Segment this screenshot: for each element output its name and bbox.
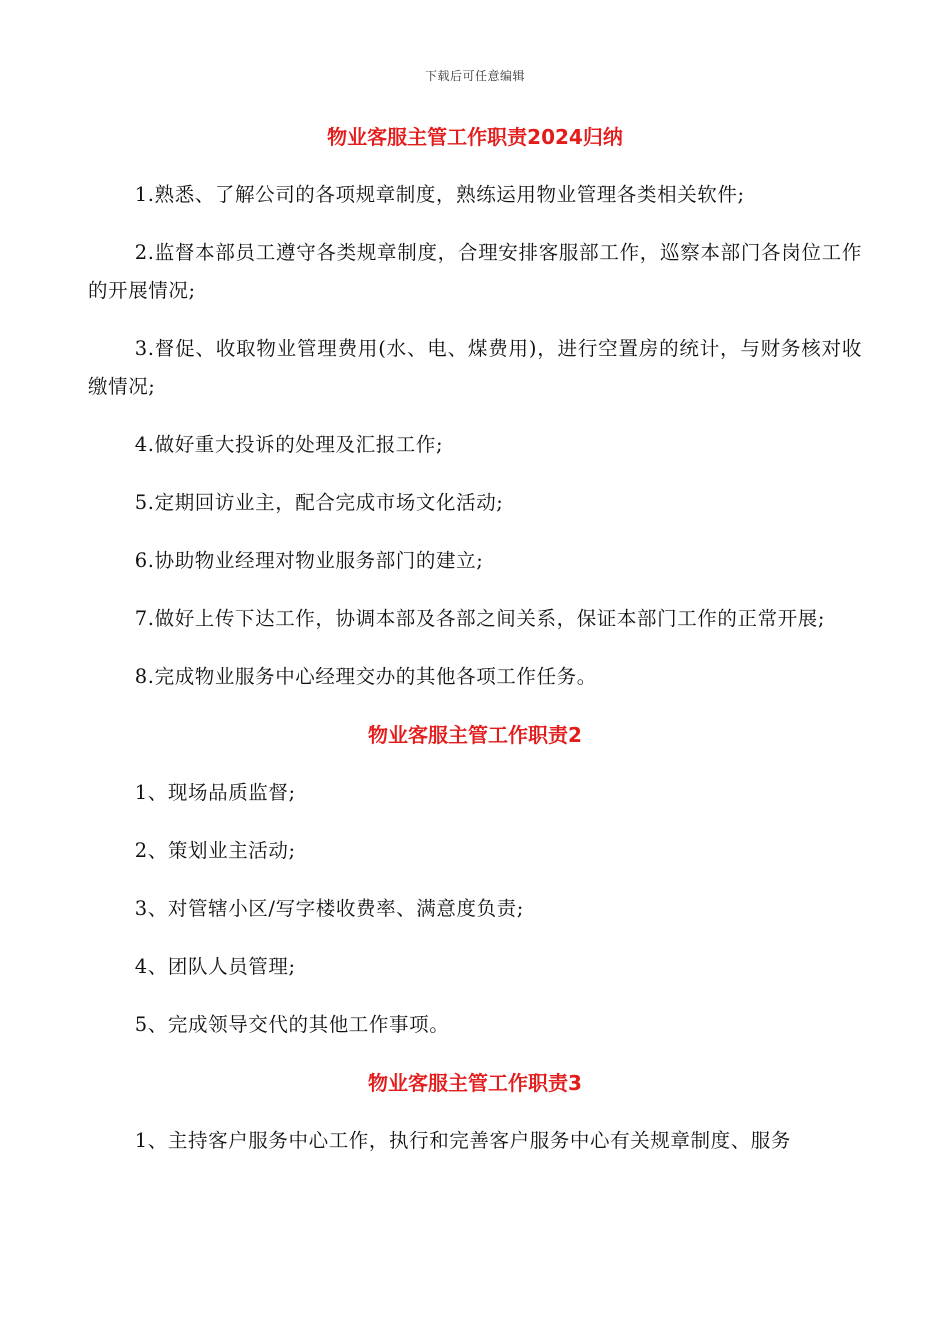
list-item: 6.协助物业经理对物业服务部门的建立;	[134, 549, 484, 572]
list-item: 4、团队人员管理;	[134, 955, 296, 978]
list-item: 5.定期回访业主，配合完成市场文化活动;	[134, 491, 504, 514]
list-item: 2、策划业主活动;	[134, 839, 296, 862]
header-note: 下载后可任意编辑	[424, 69, 525, 83]
list-item: 8.完成物业服务中心经理交办的其他各项工作任务。	[134, 665, 597, 688]
list-item: 1.熟悉、了解公司的各项规章制度，熟练运用物业管理各类相关软件;	[134, 183, 745, 206]
section-title: 物业客服主管工作职责3	[368, 1071, 582, 1095]
list-item: 2.监督本部员工遵守各类规章制度，合理安排客服部工作，巡察本部门各岗位工作的开展情况;	[88, 241, 862, 302]
list-item: 3、对管辖小区/写字楼收费率、满意度负责;	[134, 897, 524, 920]
list-item: 1、现场品质监督;	[134, 781, 296, 804]
list-item: 1、主持客户服务中心工作，执行和完善客户服务中心有关规章制度、服务	[134, 1129, 792, 1152]
list-item: 3.督促、收取物业管理费用(水、电、煤费用)，进行空置房的统计，与财务核对收缴情况;	[88, 337, 862, 398]
section-title: 物业客服主管工作职责2	[368, 723, 582, 747]
document-body	[88, 118, 862, 1160]
list-item: 7.做好上传下达工作，协调本部及各部之间关系，保证本部门工作的正常开展;	[134, 607, 826, 630]
list-item: 5、完成领导交代的其他工作事项。	[134, 1013, 450, 1036]
section-title: 物业客服主管工作职责2024归纳	[327, 125, 623, 149]
list-item: 4.做好重大投诉的处理及汇报工作;	[134, 433, 444, 456]
